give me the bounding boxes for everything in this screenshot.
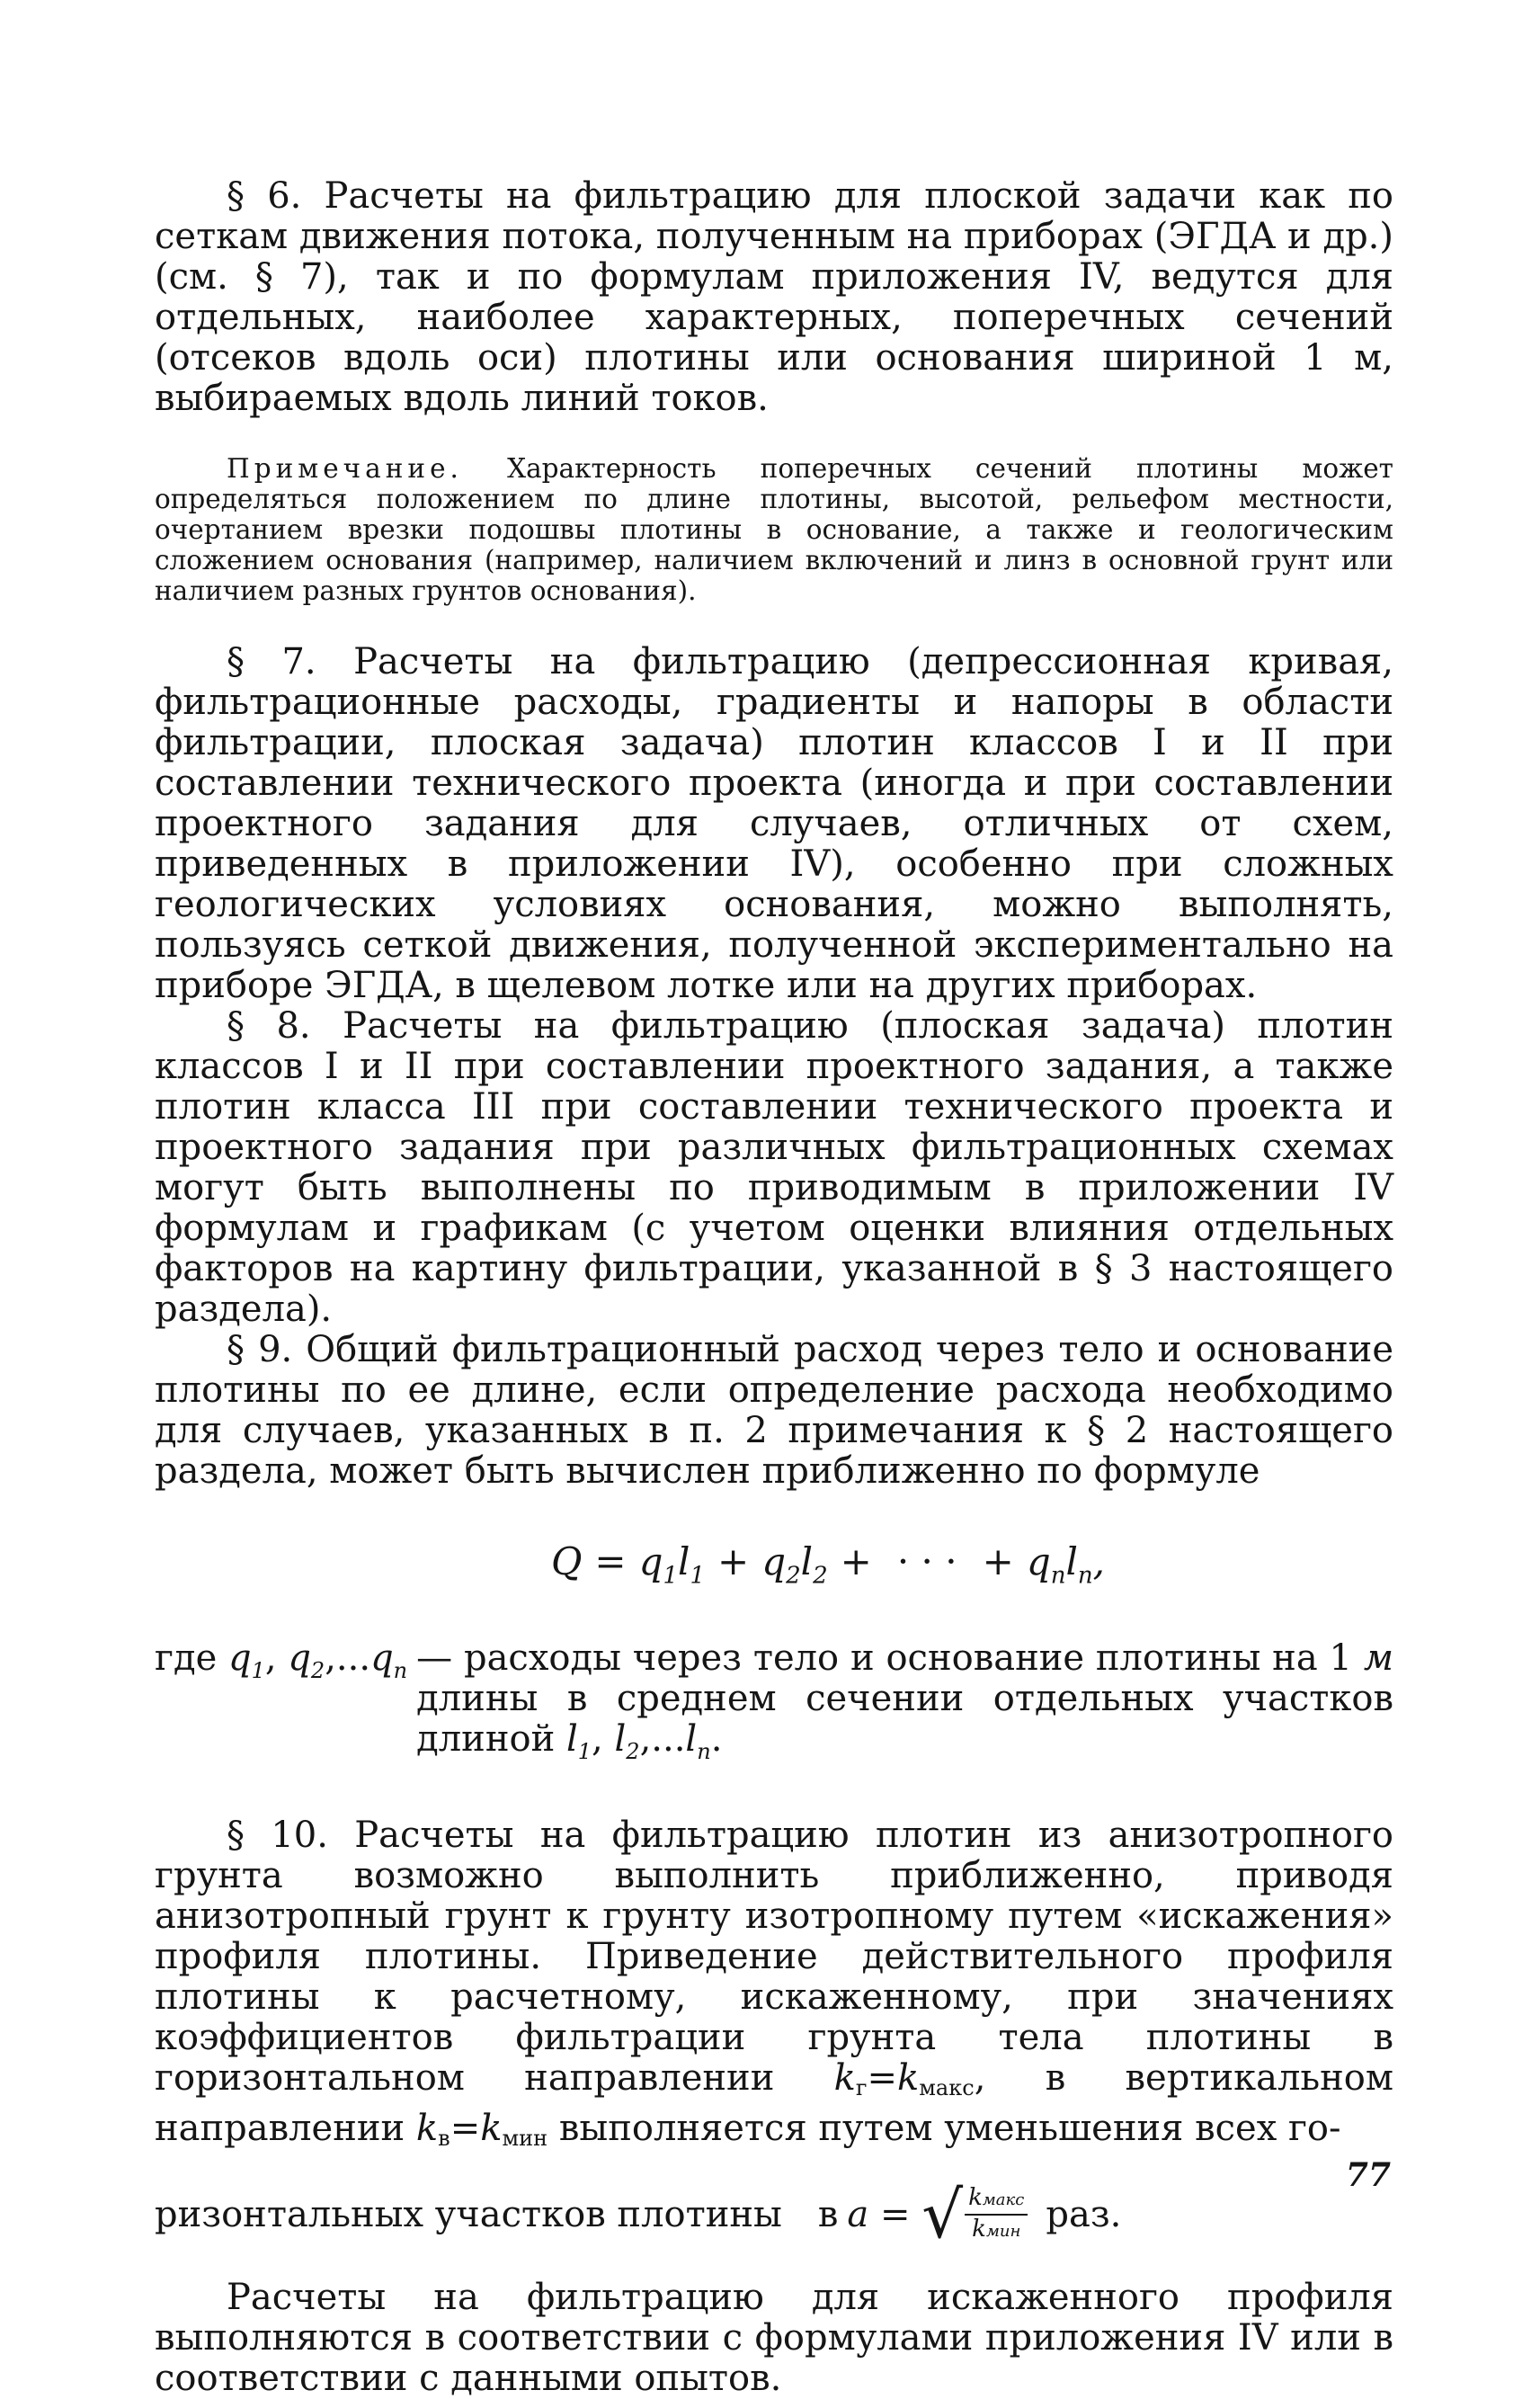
paragraph-6: § 6. Расчеты на фильтрацию для плоской задачи как по сеткам движения потока, полученным на приборах (ЭГДА и др.) (см. § 7), так и по формулам приложения IV, ведутся для отдельных, наиболее характерных, поперечных сечений (отсеков вдоль оси) плотины или основания шириной 1 м, выбираемых вдоль линий токов. — [155, 175, 1393, 419]
formula-dots: · · · — [896, 1539, 957, 1583]
formula-equals: = — [594, 1539, 627, 1583]
paragraph-9: § 9. Общий фильтрационный расход через тело и основание плотины по ее длине, если определение расхода необходимо для случаев, указанных в п. 2 примечания к § 2 настоящего раздела, может быть вычислен приближенно по формуле — [155, 1329, 1393, 1492]
page-number: 77 — [1345, 2156, 1391, 2194]
where-body: — расходы через тело и основание плотины на 1 м длины в среднем сечении отдельных участков длиной $l_1$, $l_2,...l_n$. — [416, 1637, 1393, 1765]
formula-plus-2: + — [840, 1539, 872, 1583]
radical-line — [155, 2177, 1393, 2253]
formula-comma: , — [1092, 1539, 1106, 1583]
radical-lead: ризонтальных участков плотины — [155, 2193, 782, 2235]
page-content — [155, 176, 1393, 2399]
sqrt-icon: √ — [921, 2177, 964, 2253]
radical-a: a — [847, 2193, 869, 2235]
paragraph-11: Расчеты на фильтрацию для искаженного профиля выполняются в соответствии с формулами приложения IV или в соответствии с данными опытов. — [155, 2277, 1393, 2399]
paragraph-8: § 8. Расчеты на фильтрацию (плоская задача) плотин классов I и II при составлении проектного задания, а также плотин класса III при составлении технического проекта и проектного задания при различных фильтрационных схемах могут быть выполнены по приводимым в приложении IV формулам и графикам (с учетом оценки влияния отдельных факторов на картину фильтрации, указанной в § 3 настоящего раздела). — [155, 1005, 1393, 1330]
radical-tail: раз. — [1046, 2193, 1122, 2235]
flow-formula: $Q = q_1l_1 + q_2l_2$ + · · · + $q_nl_n$, — [550, 1539, 1106, 1590]
fraction-numerator: kмакс — [965, 2184, 1028, 2216]
paragraph-10: § 10. Расчеты на фильтрацию плотин из анизотропного грунта возможно выполнить приближенно, приводя анизотропный грунт к грунту изотропному путем «искажения» профиля плотины. Приведение действительного профиля плотины к расчетному, искаженному, при значениях коэффициентов фильтрации грунта тела плотины в горизонтальном направлении kг=kмакс, в вертикальном направлении kв=kмин выполняется путем уменьшения всех го- — [155, 1815, 1393, 2152]
note-label: Примечание. — [227, 453, 463, 484]
formula-plus-3: + — [982, 1539, 1014, 1583]
note — [155, 453, 1393, 606]
formula-Q: Q — [550, 1539, 583, 1583]
fraction — [965, 2184, 1028, 2245]
where-clause — [155, 1638, 1393, 1772]
radical-expression: a = √ $\frac{\text{kмакс}}{\text{kмин}}$ — [847, 2182, 1028, 2247]
formula-plus-1: + — [717, 1539, 750, 1583]
radical-in: в — [817, 2193, 839, 2235]
note-text: Характерность поперечных сечений плотины может определяться положением по длине плотины, высотой, рельефом местности, очертанием врезки подошвы плотины в основание, а также и геологическим сложением основания (например, наличием включений и линз в основной грунт или наличием разных грунтов основания). — [155, 453, 1393, 606]
fraction-denominator: kмин — [972, 2216, 1021, 2243]
where-lead: где $q_1$, $q_2,...q_n$ — [155, 1637, 408, 1684]
paragraph-7: § 7. Расчеты на фильтрацию (депрессионная кривая, фильтрационные расходы, градиенты и напоры в области фильтрации, плоская задача) плотин классов I и II при составлении технического проекта (иногда и при составлении проектного задания для случаев, отличных от схем, приведенных в приложении IV), особенно при сложных геологических условиях основания, можно выполнять, пользуясь сеткой движения, полученной экспериментально на приборе ЭГДА, в щелевом лотке или на других приборах. — [155, 641, 1393, 1006]
